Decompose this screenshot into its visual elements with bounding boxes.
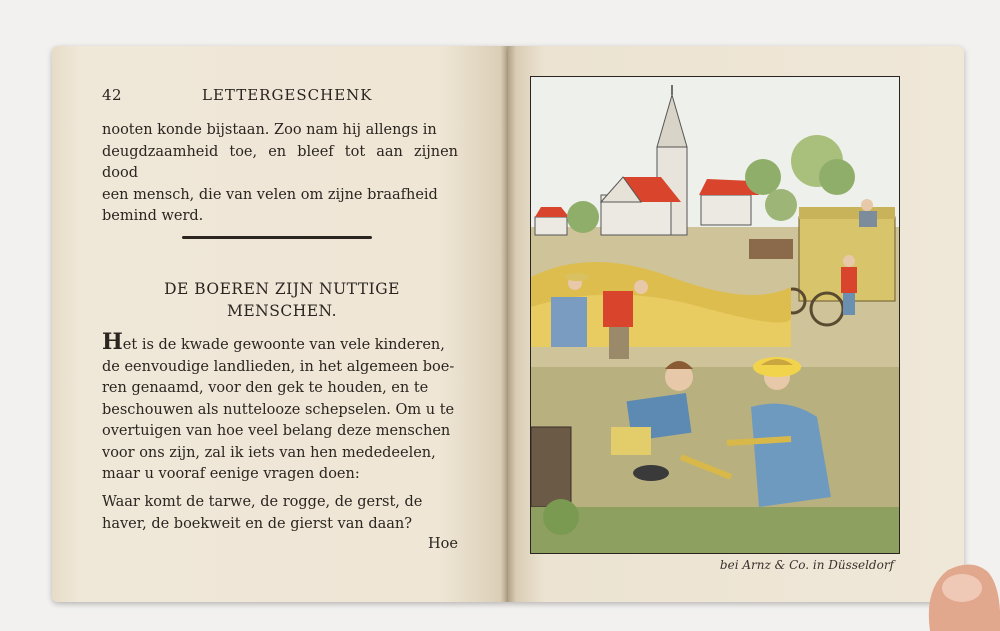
text-line: overtuigen van hoe veel belang deze menschen bbox=[102, 423, 451, 439]
left-page bbox=[52, 46, 508, 602]
section-title-line-2: MENSCHEN. bbox=[226, 302, 338, 320]
section-title-line-1: DE BOEREN ZIJN NUTTIGE bbox=[164, 280, 400, 298]
section-title bbox=[122, 278, 442, 322]
text-line: deugdzaamheid toe, en bleef tot aan zijnen dood bbox=[102, 143, 458, 181]
drop-cap: H bbox=[102, 329, 123, 355]
text-line: bemind werd. bbox=[102, 208, 204, 224]
harvest-scene bbox=[531, 77, 900, 554]
text-line: beschouwen als nuttelooze schepselen. Om u te bbox=[102, 401, 455, 418]
section-divider bbox=[182, 236, 372, 239]
text-line: voor ons zijn, zal ik iets van hen mededeelen, bbox=[102, 444, 436, 461]
text-line: maar u vooraf eenige vragen doen: bbox=[102, 466, 360, 482]
text-line-content: et is de kwade gewoonte van vele kinderen, bbox=[122, 337, 445, 353]
paragraph-1 bbox=[102, 120, 458, 228]
book-gutter bbox=[500, 46, 516, 602]
hand-colored-illustration bbox=[530, 76, 900, 554]
text-line: een mensch, die van velen om zijne braafheid bbox=[102, 186, 438, 203]
page-number: 42 bbox=[102, 86, 123, 104]
thumb-holding-page bbox=[920, 558, 1000, 631]
question-paragraph bbox=[102, 492, 458, 535]
text-line bbox=[102, 329, 458, 357]
running-head-title: LETTERGESCHENK bbox=[202, 86, 373, 104]
catchword: Hoe bbox=[428, 536, 458, 552]
plate-caption: bei Arnz & Co. in Düsseldorf bbox=[719, 558, 894, 572]
open-book bbox=[52, 46, 964, 606]
text-line: nooten konde bijstaan. Zoo nam hij allengs in bbox=[102, 122, 437, 138]
text-line: haver, de boekweit en de gierst van daan? bbox=[102, 515, 413, 532]
text-line: ren genaamd, voor den gek te houden, en te bbox=[102, 380, 429, 396]
text-line: de eenvoudige landlieden, in het algemeen boe- bbox=[102, 358, 455, 375]
paragraph-2 bbox=[102, 329, 458, 486]
text-line: Waar komt de tarwe, de rogge, de gerst, de bbox=[102, 494, 423, 510]
